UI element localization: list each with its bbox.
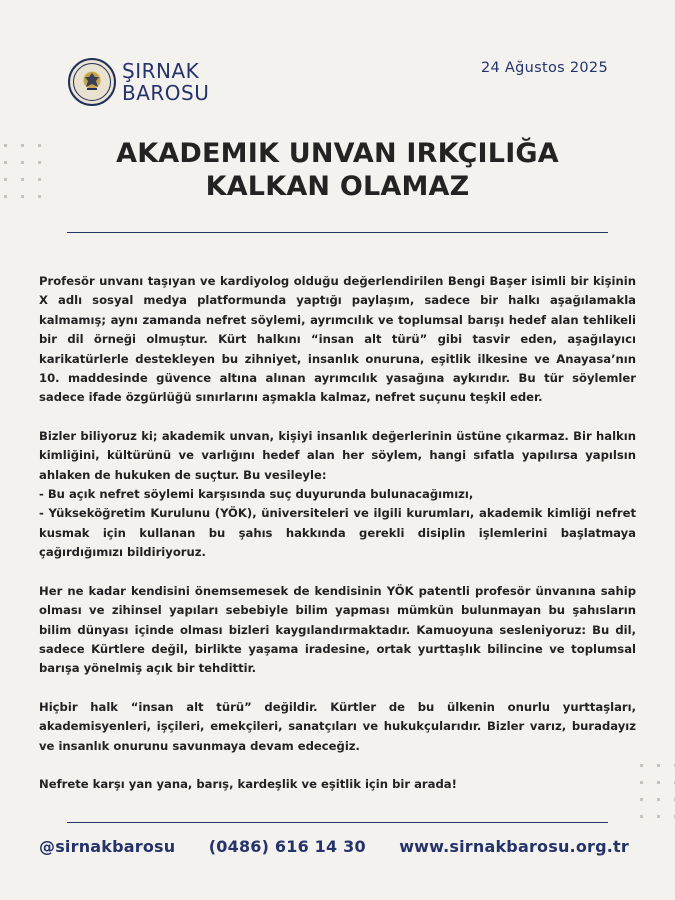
paragraph-4: Hiçbir halk “insan alt türü” değildir. Kürtler de bu ülkenin onurlu yurttaşları, akademisyenleri, işçileri, emekçileri, sanatçıları ve hukukçularıdır. Bizler varız, buradayız ve insanlık onurunu savunmaya devam edeceğiz.: [39, 699, 636, 753]
organization-name: [122, 60, 209, 104]
paragraph-2-item-1: - Bu açık nefret söylemi karşısında suç duyurunda bulunacağımızı,: [39, 487, 474, 502]
paragraph-2: [39, 427, 636, 563]
divider-top: [67, 232, 608, 233]
decorative-dots-right: [640, 764, 675, 818]
phone-number: (0486) 616 14 30: [208, 837, 366, 856]
statement-body: [39, 272, 636, 813]
paragraph-1: Profesör unvanı taşıyan ve kardiyolog olduğu değerlendirilen Bengi Başer isimli bir kişinin X adlı sosyal medya platformunda yaptığı paylaşım, sadece bir halkı aşağılamakla kalmamış; aynı zamanda nefret söylemi, ayrımcılık ve toplumsal barışı hedef alan tehlikeli bir dil örneği olmuştur. Kürt halkını “insan alt türü” gibi tasvir eden, aşağılayıcı karikatürlerle destekleyen bu zihniyet, insanlık onuruna, eşitlik ilkesine ve Anayasa’nın 10. maddesinde güvence altına alınan ayrımcılık yasağına aykırıdır. Bu tür söylemler sadece ifade özgürlüğü sınırlarını aşmakla kalmaz, nefret suçunu teşkil eder.: [39, 274, 636, 405]
organization-name-line2: BAROSU: [122, 81, 210, 105]
organization-name-line1: ŞIRNAK: [122, 59, 200, 83]
paragraph-2-intro: Bizler biliyoruz ki; akademik unvan, kişiyi insanlık değerlerinin üstüne çıkarmaz. Bir halkın kimliğini, kültürünü ve varlığını hedef alan her söylem, hangi sıfatla yapılırsa yapılsın ahlaken de hukuken de suçtur. Bu vesileyle:: [39, 428, 636, 482]
page-title-line2: KALKAN OLAMAZ: [205, 171, 470, 202]
footer: [39, 837, 629, 856]
page-title: [0, 137, 675, 203]
paragraph-5: Nefrete karşı yan yana, barış, kardeşlik ve eşitlik için bir arada!: [39, 776, 457, 791]
divider-bottom: [67, 822, 608, 823]
bar-association-seal-icon: [68, 58, 116, 106]
social-handle: @sirnakbarosu: [39, 837, 176, 856]
paragraph-2-item-2: - Yükseköğretim Kurulunu (YÖK), üniversiteleri ve ilgili kurumları, akademik kimliği nefret kusmak için kullanan bu şahıs hakkında gerekli disiplin işlemlerini başlatmaya çağırdığımızı bildiriyoruz.: [39, 506, 636, 560]
release-date: 24 Ağustos 2025: [480, 60, 608, 76]
paragraph-3: Her ne kadar kendisini önemsemesek de kendisinin YÖK patentli profesör ünvanına sahip olması ve zihinsel yapıları sebebiyle bilim yapması mümkün bulunmayan bu şahısların bilim dünyası içinde olması bizleri kaygılandırmaktadır. Kamuoyuna sesleniyoruz: Bu dil, sadece Kürtlere değil, birlikte yaşama iradesine, ortak yurttaşlık bilincine ve toplumsal barışa yönelmiş açık bir tehdittir.: [39, 583, 636, 676]
website-link: www.sirnakbarosu.org.tr: [399, 837, 629, 856]
page-title-line1: AKADEMIK UNVAN IRKÇILIĞA: [116, 138, 559, 169]
logo: [68, 58, 209, 106]
